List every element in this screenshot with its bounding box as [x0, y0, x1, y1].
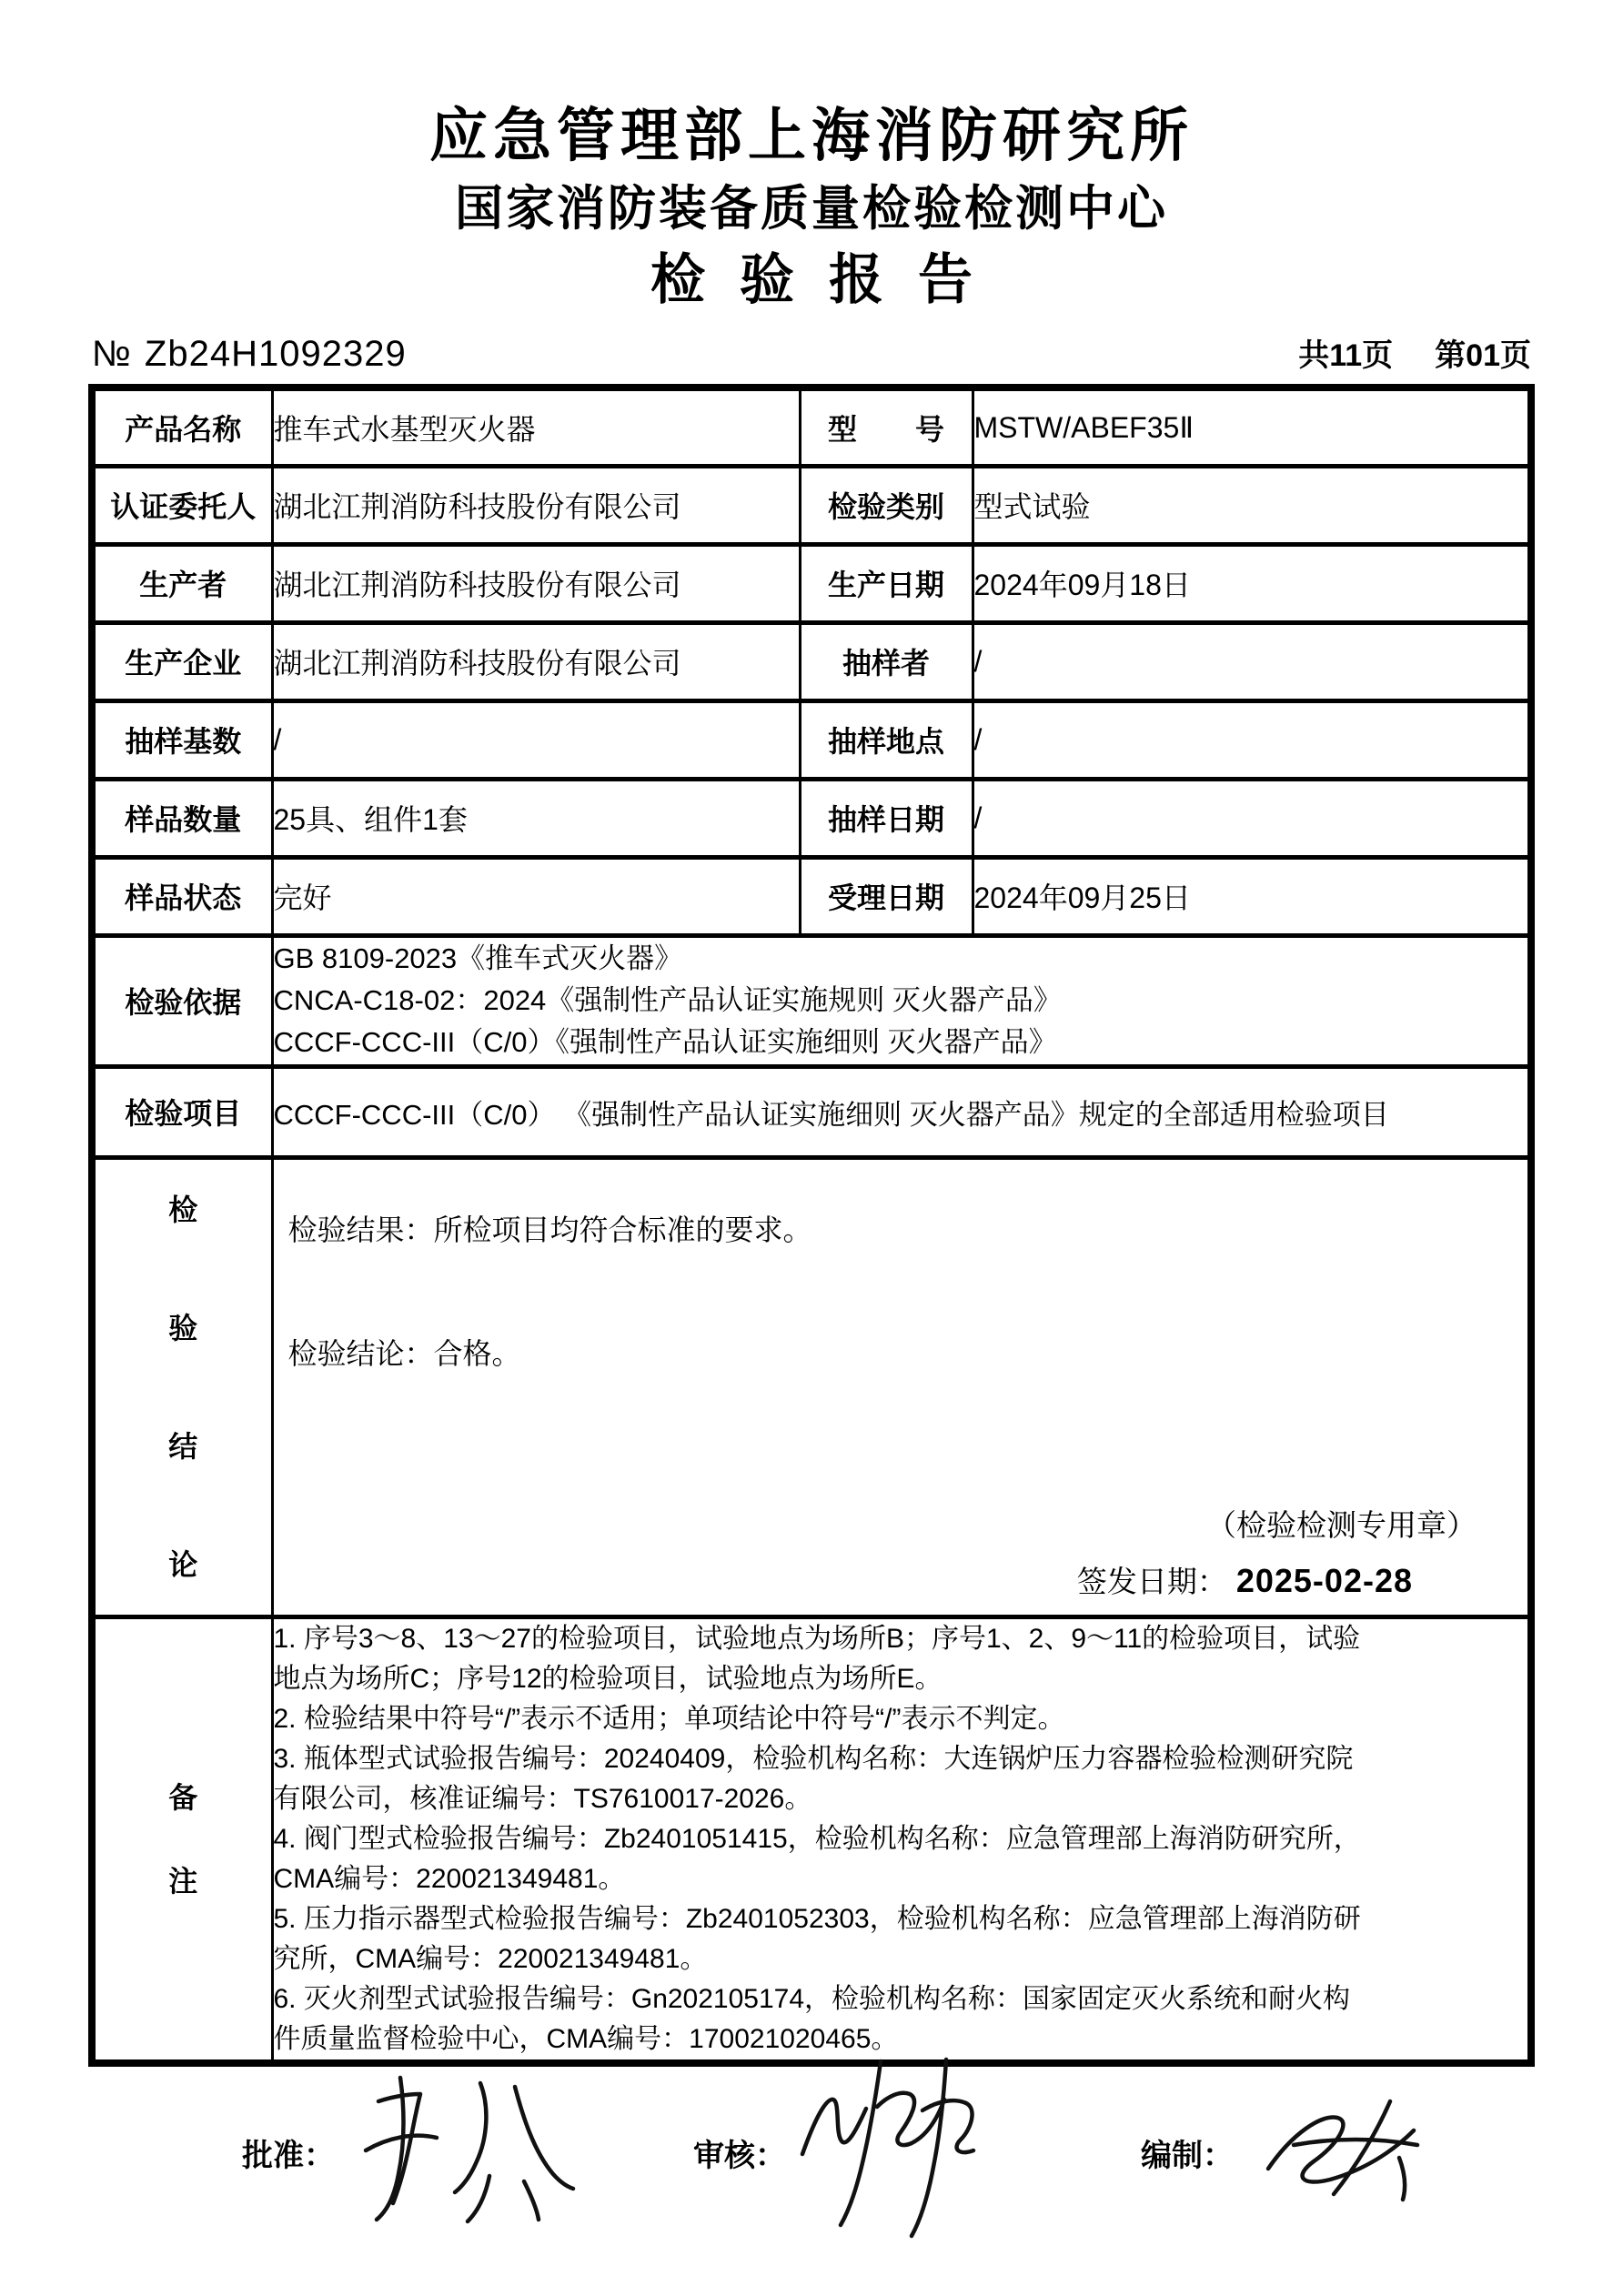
remark-line: 3. 瓶体型式试验报告编号：20240409，检验机构名称：大连锅炉压力容器检验检测研究院: [273, 1743, 1354, 1774]
sampler-label: 抽样者: [800, 622, 973, 700]
table-row: [92, 857, 1531, 935]
remarks-cell: [272, 1616, 1531, 2063]
conclusion-cell: [272, 1157, 1531, 1616]
report-table: [88, 384, 1535, 2067]
remark-line: 5. 压力指示器型式检验报告编号：Zb2401052303，检验机构名称：应急管理部上海消防研: [273, 1903, 1361, 1934]
table-row: [92, 779, 1531, 857]
review-signature: [793, 2052, 1012, 2252]
prepare-signature: [1254, 2081, 1445, 2227]
conclusion-label: [92, 1157, 272, 1616]
table-row: [92, 544, 1531, 622]
product-name-value: 推车式水基型灭火器: [272, 388, 800, 466]
table-row: [92, 622, 1531, 700]
inspection-basis-label: 检验依据: [92, 935, 272, 1066]
inspection-items-label: 检验项目: [92, 1066, 272, 1157]
sampling-place-label: 抽样地点: [800, 700, 973, 779]
remark-line: 究所，CMA编号：220021349481。: [273, 1943, 708, 1974]
basis-line: GB 8109-2023《推车式灭火器》: [273, 942, 683, 974]
sample-qty-value: 25具、组件1套: [272, 779, 800, 857]
remark-line: 2. 检验结果中符号“/”表示不适用；单项结论中符号“/”表示不判定。: [273, 1703, 1065, 1734]
inspection-result-text: 检验结果：所检项目均符合标准的要求。: [287, 1213, 812, 1246]
sampling-date-value: /: [973, 779, 1531, 857]
remark-line: 地点为场所C；序号12的检验项目，试验地点为场所E。: [273, 1663, 943, 1694]
remark-line: 6. 灭火剂型式试验报告编号：Gn202105174，检验机构名称：国家固定灭火系统和耐火构: [273, 1983, 1351, 2014]
current-page: 第01页: [1435, 338, 1531, 373]
conclusion-label-char: 检: [168, 1193, 198, 1226]
stamp-note: （检验检测专用章）: [1206, 1507, 1477, 1542]
remark-line: 有限公司，核准证编号：TS7610017-2026。: [273, 1783, 812, 1814]
total-pages: 共11页: [1298, 338, 1394, 373]
inspection-verdict-text: 检验结论：合格。: [287, 1336, 521, 1370]
inspection-type-label: 检验类别: [800, 466, 973, 544]
report-meta-row: [92, 330, 1531, 375]
sampling-place-value: /: [973, 700, 1531, 779]
approve-signature: [353, 2067, 580, 2249]
inspection-basis-row: [92, 935, 1531, 1066]
sampler-value: /: [973, 622, 1531, 700]
org-title: 应急管理部上海消防研究所: [429, 103, 1194, 168]
issue-date-label: 签发日期：: [1076, 1564, 1227, 1598]
sample-state-value: 完好: [272, 857, 800, 935]
table-row: [92, 466, 1531, 544]
model-label: 型 号: [800, 388, 973, 466]
review-label: 审核：: [693, 2138, 786, 2173]
inspection-basis-value: [272, 935, 1531, 1066]
acceptance-date-label: 受理日期: [800, 857, 973, 935]
remarks-label: [92, 1616, 272, 2063]
producer-value: 湖北江荆消防科技股份有限公司: [272, 544, 800, 622]
sample-state-label: 样品状态: [92, 857, 272, 935]
inspection-items-value: CCCF-CCC-III（C/0） 《强制性产品认证实施细则 灭火器产品》规定的全部适用检验项目: [272, 1066, 1531, 1157]
table-row: [92, 700, 1531, 779]
prepare-label: 编制：: [1141, 2138, 1234, 2173]
remarks-label-char: 注: [168, 1864, 198, 1898]
remark-line: 4. 阀门型式检验报告编号：Zb2401051415，检验机构名称：应急管理部上海消防研究所，: [273, 1823, 1361, 1854]
page-indicator: [1298, 330, 1531, 375]
conclusion-row: [92, 1157, 1531, 1616]
remarks-label-char: 备: [168, 1780, 198, 1814]
cert-applicant-label: 认证委托人: [92, 466, 272, 544]
manufacturer-label: 生产企业: [92, 622, 272, 700]
center-title: 国家消防装备质量检验检测中心: [455, 182, 1168, 236]
remark-line: 件质量监督检验中心，CMA编号：170021020465。: [273, 2023, 899, 2054]
doc-title: 检验报告: [650, 249, 1007, 310]
model-value: MSTW/ABEF35Ⅱ: [973, 388, 1531, 466]
conclusion-label-stack: [96, 1194, 271, 1580]
basis-line: CCCF-CCC-III（C/0）《强制性产品认证实施细则 灭火器产品》: [273, 1026, 1057, 1058]
issue-date-line: [1077, 1558, 1413, 1601]
conclusion-label-char: 论: [168, 1547, 198, 1581]
remarks-label-stack: [96, 1782, 271, 1897]
sample-base-label: 抽样基数: [92, 700, 272, 779]
production-date-label: 生产日期: [800, 544, 973, 622]
remarks-row: [92, 1616, 1531, 2063]
sampling-date-label: 抽样日期: [800, 779, 973, 857]
issue-date-value: 2025-02-28: [1235, 1561, 1413, 1599]
inspection-items-row: [92, 1066, 1531, 1157]
sample-qty-label: 样品数量: [92, 779, 272, 857]
conclusion-label-char: 验: [168, 1311, 198, 1344]
numero-sign: №: [92, 334, 132, 374]
producer-label: 生产者: [92, 544, 272, 622]
remark-line: CMA编号：220021349481。: [273, 1863, 626, 1894]
signature-section: [0, 2067, 1623, 2296]
report-number: [92, 334, 407, 375]
conclusion-label-char: 结: [168, 1429, 198, 1463]
report-header: [0, 0, 1623, 375]
table-row: [92, 388, 1531, 466]
basis-line: CNCA-C18-02：2024《强制性产品认证实施规则 灭火器产品》: [273, 984, 1062, 1016]
sample-base-value: /: [272, 700, 800, 779]
product-name-label: 产品名称: [92, 388, 272, 466]
report-number-value: Zb24H1092329: [144, 334, 407, 374]
approve-label: 批准：: [242, 2138, 335, 2173]
acceptance-date-value: 2024年09月25日: [973, 857, 1531, 935]
manufacturer-value: 湖北江荆消防科技股份有限公司: [272, 622, 800, 700]
production-date-value: 2024年09月18日: [973, 544, 1531, 622]
remark-line: 1. 序号3～8、13～27的检验项目，试验地点为场所B；序号1、2、9～11的检验项目，试验: [273, 1623, 1361, 1654]
inspection-type-value: 型式试验: [973, 466, 1531, 544]
cert-applicant-value: 湖北江荆消防科技股份有限公司: [272, 466, 800, 544]
